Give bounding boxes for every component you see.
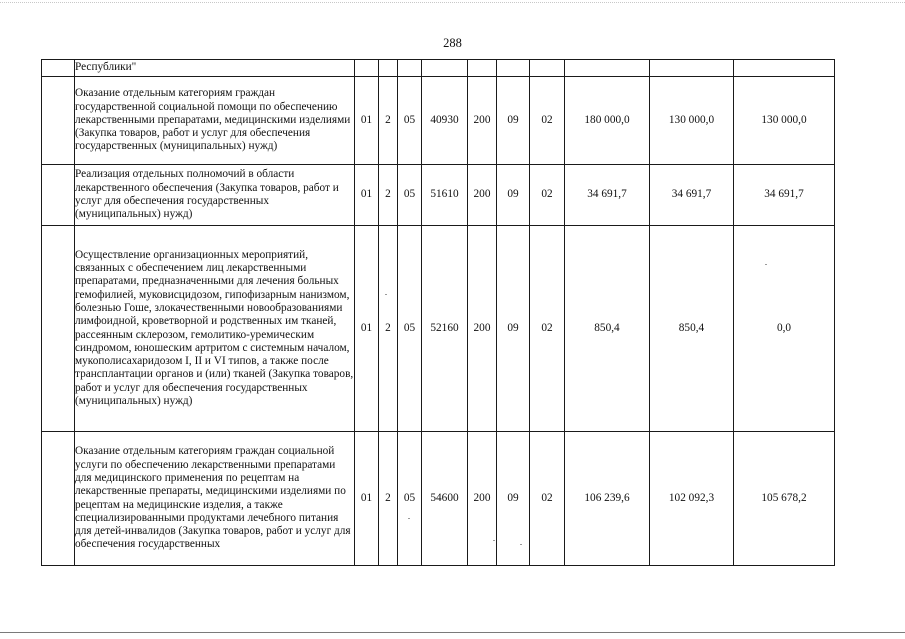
expense-type-cell (468, 60, 497, 77)
table-row (42, 432, 835, 566)
row-marker-cell (42, 226, 75, 432)
table-row (42, 60, 835, 77)
amount-year-1-cell: 850,4 (565, 226, 650, 432)
amount-year-2-cell: 102 092,3 (650, 432, 734, 566)
scan-speck (493, 540, 495, 541)
subdivision-code-cell (530, 60, 565, 77)
program-code-cell: 2 (379, 77, 398, 165)
scan-speck (408, 518, 410, 519)
description-cell: Оказание отдельным категориям граждан государственной социальной помощи по обеспечению лекарственными препаратами, медицинскими изделиями (Закупка товаров, работ и услуг для обеспечения государственных (муниципальных) нужд) (75, 77, 355, 165)
section-code-cell (355, 60, 379, 77)
subdivision-code-cell: 02 (530, 226, 565, 432)
division-code-cell: 09 (497, 165, 530, 226)
amount-year-1-cell: 180 000,0 (565, 77, 650, 165)
subdivision-code-cell: 02 (530, 77, 565, 165)
table-row (42, 226, 835, 432)
scan-speck (765, 264, 767, 265)
amount-year-2-cell (650, 60, 734, 77)
amount-year-2-cell: 850,4 (650, 226, 734, 432)
subprogram-code-cell: 05 (398, 226, 422, 432)
description-cell: Республики" (75, 60, 355, 77)
division-code-cell: 09 (497, 226, 530, 432)
scan-speck (520, 544, 522, 545)
page-number: 288 (443, 36, 462, 50)
direction-code-cell (422, 60, 468, 77)
amount-year-2-cell: 34 691,7 (650, 165, 734, 226)
scan-speck (385, 294, 387, 295)
amount-year-1-cell: 106 239,6 (565, 432, 650, 566)
direction-code-cell: 51610 (422, 165, 468, 226)
row-marker-cell (42, 432, 75, 566)
program-code-cell (379, 60, 398, 77)
subprogram-code-cell (398, 60, 422, 77)
subdivision-code-cell: 02 (530, 165, 565, 226)
row-marker-cell (42, 165, 75, 226)
section-code-cell: 01 (355, 432, 379, 566)
amount-year-2-cell: 130 000,0 (650, 77, 734, 165)
table-row (42, 165, 835, 226)
direction-code-cell: 52160 (422, 226, 468, 432)
expense-type-cell: 200 (468, 432, 497, 566)
description-cell: Реализация отдельных полномочий в области лекарственного обеспечения (Закупка товаров, работ и услуг для обеспечения государственных (муниципальных) нужд) (75, 165, 355, 226)
row-marker-cell (42, 77, 75, 165)
budget-table (41, 59, 835, 566)
amount-year-3-cell: 130 000,0 (734, 77, 835, 165)
scan-top-edge (0, 2, 905, 3)
amount-year-1-cell: 34 691,7 (565, 165, 650, 226)
division-code-cell (497, 60, 530, 77)
description-cell: Осуществление организационных мероприятий, связанных с обеспечением лиц лекарственными препаратами, предназначенными для лечения больных гемофилией, муковисцидозом, гипофизарным нанизмом, болезнью Гоше, злокачественными новообразованиями лимфоидной, кроветворной и родственных им тканей, рассеянным склерозом, гемолитико-уремическим синдромом, юношеским артритом с системным началом, мукополисахаридозом I, II и VI типов, а также после трансплантации органов и (или) тканей (Закупка товаров, работ и услуг для обеспечения государственных (муниципальных) нужд) (75, 226, 355, 432)
scan-bottom-edge (0, 632, 905, 633)
division-code-cell: 09 (497, 432, 530, 566)
section-code-cell: 01 (355, 165, 379, 226)
expense-type-cell: 200 (468, 165, 497, 226)
subprogram-code-cell: 05 (398, 432, 422, 566)
subprogram-code-cell: 05 (398, 165, 422, 226)
division-code-cell: 09 (497, 77, 530, 165)
table-row (42, 77, 835, 165)
subdivision-code-cell: 02 (530, 432, 565, 566)
amount-year-3-cell: 34 691,7 (734, 165, 835, 226)
row-marker-cell (42, 60, 75, 77)
expense-type-cell: 200 (468, 226, 497, 432)
direction-code-cell: 40930 (422, 77, 468, 165)
direction-code-cell: 54600 (422, 432, 468, 566)
amount-year-3-cell: 0,0 (734, 226, 835, 432)
description-cell: Оказание отдельным категориям граждан социальной услуги по обеспечению лекарственными препаратами для медицинского применения по рецептам на лекарственные препараты, медицинскими изделиями по рецептам на медицинские изделия, а также специализированными продуктами лечебного питания для детей-инвалидов (Закупка товаров, работ и услуг для обеспечения государственных (75, 432, 355, 566)
amount-year-3-cell (734, 60, 835, 77)
program-code-cell: 2 (379, 226, 398, 432)
expense-type-cell: 200 (468, 77, 497, 165)
subprogram-code-cell: 05 (398, 77, 422, 165)
program-code-cell: 2 (379, 165, 398, 226)
amount-year-3-cell: 105 678,2 (734, 432, 835, 566)
section-code-cell: 01 (355, 77, 379, 165)
program-code-cell: 2 (379, 432, 398, 566)
section-code-cell: 01 (355, 226, 379, 432)
amount-year-1-cell (565, 60, 650, 77)
